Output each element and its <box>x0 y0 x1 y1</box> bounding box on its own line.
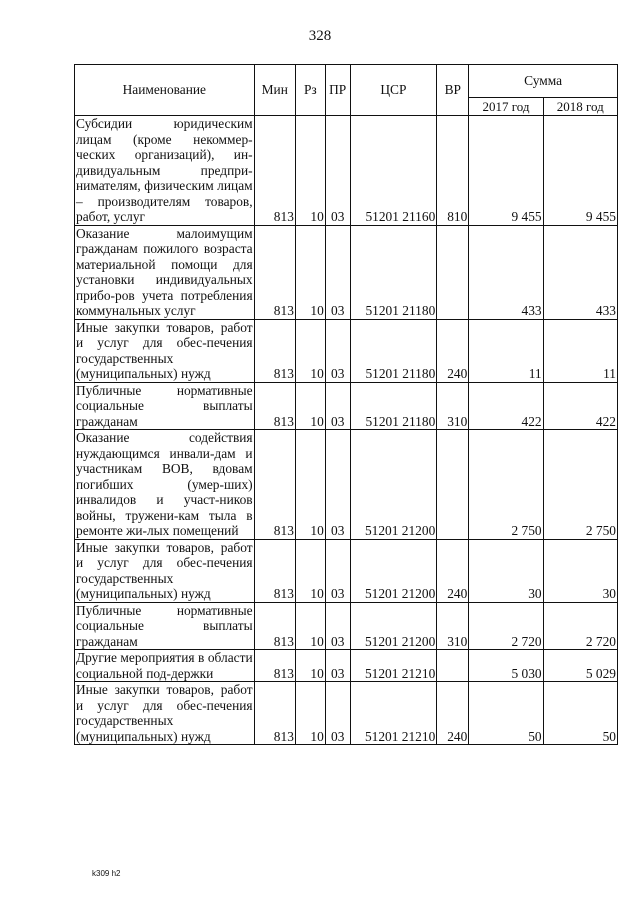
row-pr-cell: 03 <box>325 539 350 602</box>
row-sum-2017-cell: 30 <box>469 539 543 602</box>
row-sum-2017-cell: 433 <box>469 225 543 319</box>
row-min-cell: 813 <box>254 116 295 226</box>
row-name-cell: Оказание содействия нуждающимся инвали-дам и участникам ВОВ, вдовам погибших (умер-ших) инвалидов и участ-ников войны, тружени-кам тыла в ремонте жи-лых помещений <box>76 430 253 538</box>
table-row <box>75 116 618 226</box>
row-rz-cell: 10 <box>295 602 325 650</box>
row-pr-cell: 03 <box>325 225 350 319</box>
row-rz-cell: 10 <box>295 650 325 682</box>
row-name-cell: Иные закупки товаров, работ и услуг для обес-печения государственных (муниципальных) нужд <box>76 539 253 601</box>
row-name-cell: Иные закупки товаров, работ и услуг для обес-печения государственных (муниципальных) нужд <box>76 319 253 381</box>
table-row <box>75 682 618 745</box>
row-name-cell: Субсидии юридическим лицам (кроме некоммер-ческих организаций), ин-дивидуальным предпри-нимателям, физическим лицам – производителям товаров, работ, услуг <box>76 116 253 224</box>
row-csr-cell: 51201 21200 <box>350 430 437 540</box>
row-sum-2017-cell: 5 030 <box>469 650 543 682</box>
table-row <box>75 650 618 682</box>
row-vr-cell: 310 <box>437 602 469 650</box>
row-sum-2017-cell: 2 720 <box>469 602 543 650</box>
table-body <box>75 116 618 745</box>
budget-table <box>74 64 618 745</box>
header-vr: ВР <box>437 65 469 116</box>
header-year-2017: 2017 год <box>469 98 543 116</box>
table-row <box>75 225 618 319</box>
row-rz-cell: 10 <box>295 430 325 540</box>
row-name-cell: Публичные нормативные социальные выплаты гражданам <box>76 382 253 429</box>
row-csr-cell: 51201 21180 <box>350 319 437 382</box>
row-min-cell: 813 <box>254 225 295 319</box>
row-sum-2018-cell: 30 <box>543 539 617 602</box>
table-row <box>75 319 618 382</box>
row-name-cell: Оказание малоимущим гражданам пожилого возраста материальной помощи для установки индивидуальных прибо-ров учета потребления коммунальных услуг <box>76 225 253 318</box>
row-sum-2017-cell: 422 <box>469 382 543 430</box>
row-min-cell: 813 <box>254 650 295 682</box>
header-csr: ЦСР <box>350 65 437 116</box>
row-sum-2018-cell: 5 029 <box>543 650 617 682</box>
row-min-cell: 813 <box>254 602 295 650</box>
row-rz-cell: 10 <box>295 116 325 226</box>
row-sum-2017-cell: 50 <box>469 682 543 745</box>
row-pr-cell: 03 <box>325 116 350 226</box>
row-min-cell: 813 <box>254 682 295 745</box>
table-row <box>75 382 618 430</box>
header-year-2018: 2018 год <box>543 98 617 116</box>
row-rz-cell: 10 <box>295 319 325 382</box>
table-header <box>75 65 618 116</box>
header-rz: Рз <box>295 65 325 116</box>
row-name-cell: Иные закупки товаров, работ и услуг для обес-печения государственных (муниципальных) нужд <box>76 682 253 744</box>
page-number: 328 <box>308 28 332 44</box>
row-pr-cell: 03 <box>325 382 350 430</box>
row-vr-cell: 310 <box>437 382 469 430</box>
table-row <box>75 539 618 602</box>
row-rz-cell: 10 <box>295 225 325 319</box>
row-vr-cell: 240 <box>437 319 469 382</box>
row-vr-cell: 810 <box>437 116 469 226</box>
row-sum-2018-cell: 11 <box>543 319 617 382</box>
row-pr-cell: 03 <box>325 602 350 650</box>
row-pr-cell: 03 <box>325 650 350 682</box>
row-rz-cell: 10 <box>295 382 325 430</box>
row-sum-2018-cell: 9 455 <box>543 116 617 226</box>
row-csr-cell: 51201 21180 <box>350 382 437 430</box>
footer-code: k309 h2 <box>92 869 121 878</box>
row-rz-cell: 10 <box>295 539 325 602</box>
row-sum-2018-cell: 433 <box>543 225 617 319</box>
row-csr-cell: 51201 21210 <box>350 650 437 682</box>
row-sum-2018-cell: 2 720 <box>543 602 617 650</box>
row-min-cell: 813 <box>254 382 295 430</box>
row-pr-cell: 03 <box>325 319 350 382</box>
row-csr-cell: 51201 21180 <box>350 225 437 319</box>
row-name-cell: Другие мероприятия в области социальной под-держки <box>76 650 253 681</box>
row-csr-cell: 51201 21160 <box>350 116 437 226</box>
header-min: Мин <box>254 65 295 116</box>
row-sum-2018-cell: 50 <box>543 682 617 745</box>
table-row <box>75 430 618 540</box>
header-pr: ПР <box>325 65 350 116</box>
row-sum-2017-cell: 9 455 <box>469 116 543 226</box>
row-pr-cell: 03 <box>325 430 350 540</box>
row-vr-cell: 240 <box>437 539 469 602</box>
row-rz-cell: 10 <box>295 682 325 745</box>
row-vr-cell: 240 <box>437 682 469 745</box>
row-min-cell: 813 <box>254 539 295 602</box>
table-row <box>75 602 618 650</box>
header-name: Наименование <box>75 65 255 116</box>
header-sum: Сумма <box>469 65 618 98</box>
row-csr-cell: 51201 21210 <box>350 682 437 745</box>
row-sum-2018-cell: 422 <box>543 382 617 430</box>
row-sum-2017-cell: 2 750 <box>469 430 543 540</box>
row-name-cell: Публичные нормативные социальные выплаты гражданам <box>76 602 253 649</box>
row-csr-cell: 51201 21200 <box>350 539 437 602</box>
row-min-cell: 813 <box>254 319 295 382</box>
row-pr-cell: 03 <box>325 682 350 745</box>
row-vr-cell <box>437 650 469 682</box>
row-min-cell: 813 <box>254 430 295 540</box>
row-csr-cell: 51201 21200 <box>350 602 437 650</box>
row-sum-2017-cell: 11 <box>469 319 543 382</box>
row-vr-cell <box>437 430 469 540</box>
row-vr-cell <box>437 225 469 319</box>
row-sum-2018-cell: 2 750 <box>543 430 617 540</box>
